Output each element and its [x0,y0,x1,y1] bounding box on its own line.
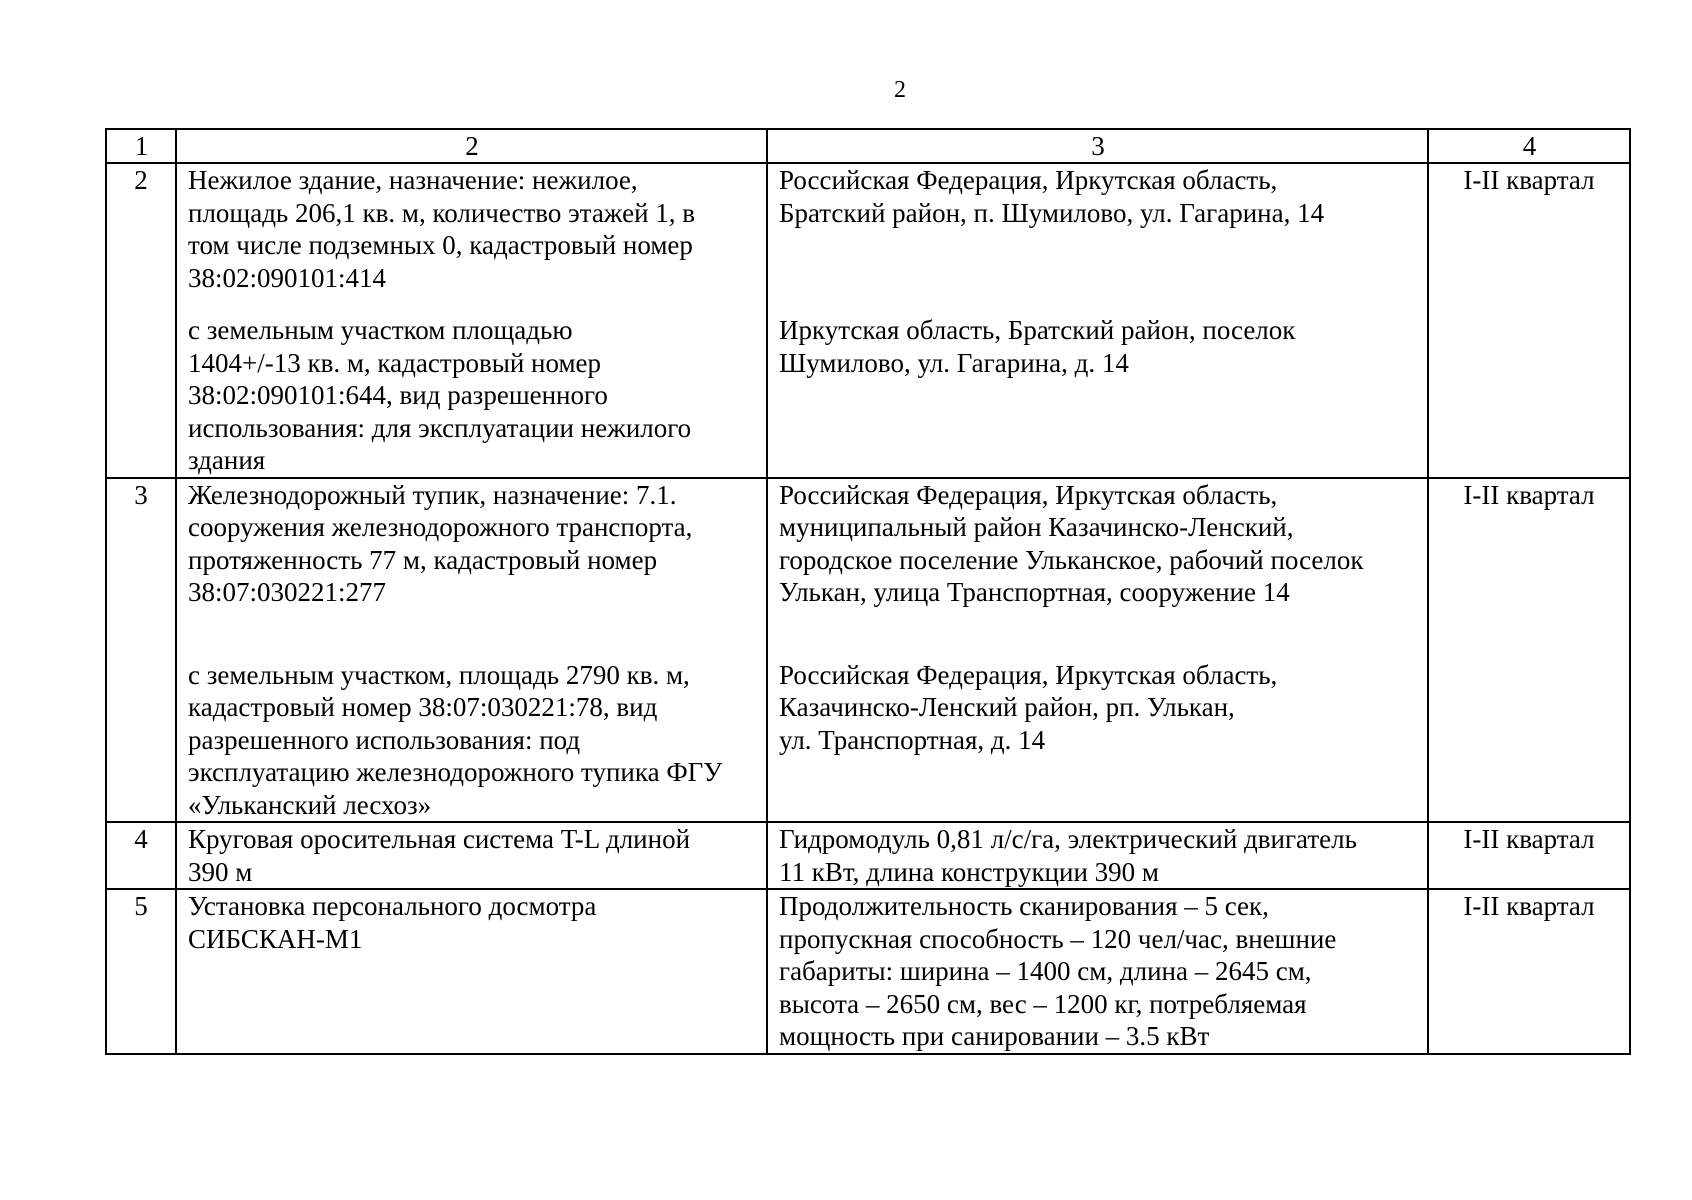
sale-period: I-II квартал [1428,822,1630,889]
table-row [106,822,1630,889]
row-number: 5 [106,889,176,1054]
sale-period: I-II квартал [1428,163,1630,478]
table-row [106,889,1630,1054]
table-row [106,163,1630,478]
object-description: Круговая оросительная система T-L длиной 390 м [176,822,767,889]
object-description [176,478,767,823]
structure-description: Железнодорожный тупик, назначение: 7.1. сооружения железнодорожного транспорта, протяженность 77 м, кадастровый номер 38:07:030221:277 [188,479,693,607]
sale-period: I-II квартал [1428,889,1630,1054]
object-description: Установка персонального досмотра СИБСКАН-М1 [176,889,767,1054]
object-address [767,478,1428,823]
column-header: 1 [106,129,176,163]
building-address: Российская Федерация, Иркутская область, Братский район, п. Шумилово, ул. Гагарина, 14 [779,165,1325,228]
object-specification: Гидромодуль 0,81 л/с/га, электрический двигатель 11 кВт, длина конструкции 390 м [767,822,1428,889]
object-specification: Продолжительность сканирования – 5 сек, пропускная способность – 120 чел/час, внешние габариты: ширина – 1400 см, длина – 2645 см, высота – 2650 см, вес – 1200 кг, потребляемая мощность при санировании – 3.5 кВт [767,889,1428,1054]
property-table [105,128,1631,1055]
table-row [106,478,1630,823]
page-number: 2 [894,77,906,103]
column-header: 4 [1428,129,1630,163]
row-number: 2 [106,163,176,478]
row-number: 4 [106,822,176,889]
building-description: Нежилое здание, назначение: нежилое, площадь 206,1 кв. м, количество этажей 1, в том числе подземных 0, кадастровый номер 38:02:090101:414 [188,165,696,293]
land-plot-address: Российская Федерация, Иркутская область, Казачинско-Ленский район, рп. Улькан, ул. Транспортная, д. 14 [779,659,1278,755]
object-address [767,163,1428,478]
table-header-row [106,129,1630,163]
column-header: 2 [176,129,767,163]
structure-address: Российская Федерация, Иркутская область, муниципальный район Казачинско-Ленский, городское поселение Ульканское, рабочий поселок Улькан, улица Транспортная, сооружение 14 [779,479,1364,607]
land-plot-description: с земельным участком площадью 1404+/-13 кв. м, кадастровый номер 38:02:090101:644, вид разрешенного использования: для эксплуатации нежилого здания [188,315,692,475]
column-header: 3 [767,129,1428,163]
land-plot-description: с земельным участком, площадь 2790 кв. м, кадастровый номер 38:07:030221:78, вид разрешенного использования: под эксплуатацию железнодорожного тупика ФГУ «Ульканский лесхоз» [188,659,723,820]
sale-period: I-II квартал [1428,478,1630,823]
object-description [176,163,767,478]
land-plot-address: Иркутская область, Братский район, поселок Шумилово, ул. Гагарина, д. 14 [779,315,1296,378]
row-number: 3 [106,478,176,823]
